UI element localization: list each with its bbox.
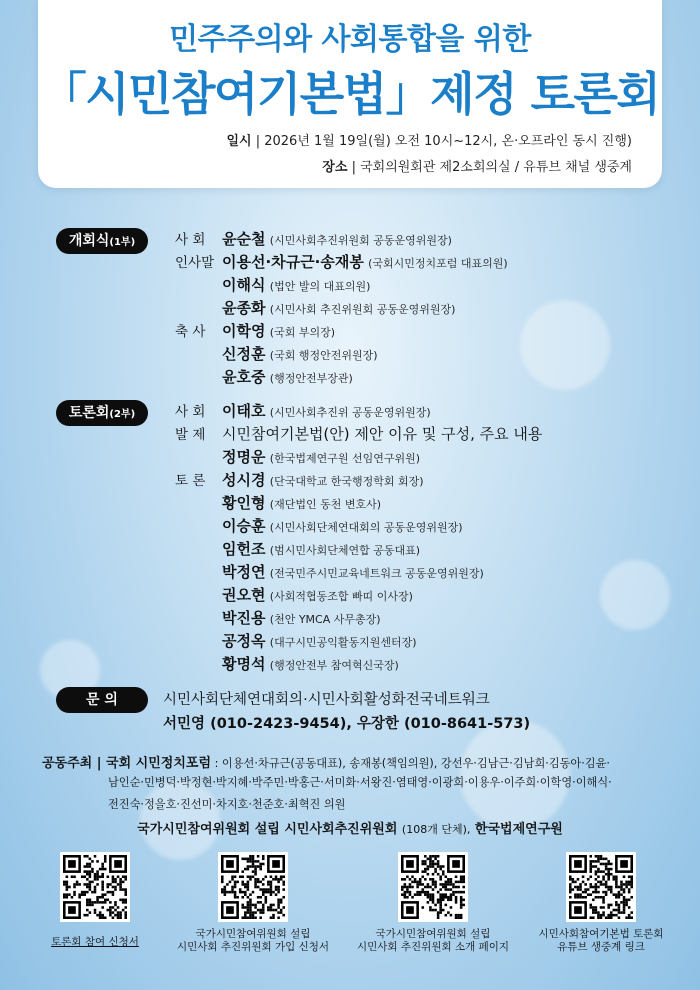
cohost-members-1: : 이용선·차규근(공동대표), 송재봉(책임의원), 강선우·김남근·김남희·김동아·김윤· — [214, 757, 610, 770]
program-entry — [222, 607, 381, 628]
contact-label — [56, 687, 148, 713]
program-person: 윤호중 — [222, 368, 266, 386]
event-place — [322, 156, 632, 175]
part2-label-text: 토론회 — [68, 405, 110, 421]
program-person: 임헌조 — [222, 540, 266, 558]
qr-caption-4 — [526, 928, 676, 954]
program-entry — [222, 561, 484, 582]
qr-block-join[interactable] — [168, 852, 338, 954]
date-label: 일시 — [226, 134, 252, 149]
contact-label-text: 문 의 — [86, 692, 118, 708]
qr-caption-4-line1: 시민사회참여기본법 토론회 — [538, 928, 664, 940]
qr-caption-1-line1: 토론회 참여 신청서 — [51, 936, 139, 948]
qr-caption-3-line2: 시민사회 추진위원회 소개 페이지 — [356, 941, 509, 954]
program-person: 박진용 — [222, 609, 266, 627]
qr-code-icon[interactable] — [60, 852, 130, 922]
event-date — [226, 130, 632, 149]
program-role: 토 론 — [175, 473, 206, 489]
cohost-line-2: 남인순·민병덕·박정현·박지혜·박주민·박홍근·서미화·서왕진·염태영·이광희·이용우·이주희·이학영·이해식· — [108, 776, 612, 789]
program-entry — [222, 630, 417, 651]
program-person: 정명운 — [222, 448, 266, 466]
program-entry — [222, 423, 542, 444]
title-line-1: 민주주의와 사회통합을 위한 — [169, 22, 531, 57]
qr-caption-2-line1: 국가시민참여위원회 설립 — [195, 928, 311, 940]
cohost-label: 공동주최 | 국회 시민정치포럼 — [42, 756, 212, 771]
program-person: 권오현 — [222, 586, 266, 604]
part1-label — [56, 228, 148, 254]
program-affiliation: (범시민사회단체연합 공동대표) — [269, 544, 420, 557]
program-entry — [222, 492, 381, 513]
qr-code-icon[interactable] — [566, 852, 636, 922]
program-affiliation: (전국민주시민교육네트워크 공동운영위원장) — [269, 567, 484, 580]
program-role: 축 사 — [175, 324, 206, 340]
program-role: 사 회 — [175, 404, 206, 420]
bokeh-decoration — [600, 560, 670, 630]
qr-caption-2 — [168, 928, 338, 954]
program-person: 이학영 — [222, 322, 266, 340]
program-affiliation: (단국대학교 한국행정학회 회장) — [269, 475, 424, 488]
qr-code-icon[interactable] — [218, 852, 288, 922]
qr-caption-1[interactable] — [30, 936, 160, 949]
program-person: 이태호 — [222, 402, 266, 420]
program-affiliation: (법안 발의 대표의원) — [269, 280, 371, 293]
program-entry — [222, 584, 413, 605]
program-entry — [222, 343, 378, 364]
qr-caption-4-line2: 유튜브 생중계 링크 — [557, 941, 645, 954]
program-entry — [222, 653, 399, 674]
program-affiliation: (시민사회 추진위원회 공동운영위원장) — [269, 303, 456, 316]
program-affiliation: (시민사회추진위원회 공동운영위원장) — [269, 234, 452, 247]
program-entry — [222, 320, 335, 341]
qr-block-intro[interactable] — [348, 852, 518, 954]
part1-label-sub: (1부) — [109, 237, 136, 248]
program-topic: 시민참여기본법(안) 제안 이유 및 구성, 주요 내용 — [222, 425, 543, 443]
qr-caption-3 — [348, 928, 518, 954]
qr-caption-3-line1: 국가시민참여위원회 설립 — [375, 928, 491, 940]
contact-org: 시민사회단체연대회의·시민사회활성화전국네트워크 — [163, 692, 490, 708]
footer-org-main: 국가시민참여위원회 설립 시민사회추진위원회 — [137, 822, 398, 837]
program-person: 이승훈 — [222, 517, 266, 535]
program-affiliation: (대구시민공익활동지원센터장) — [269, 636, 417, 649]
program-affiliation: (국회 행정안전위원장) — [269, 349, 378, 362]
cohost-line-3: 전진숙·정을호·진선미·차지호·천준호·최혁진 의원 — [108, 798, 346, 811]
part2-label — [56, 400, 148, 426]
program-person: 윤순철 — [222, 230, 266, 248]
footer-org-count: (108개 단체), — [401, 823, 471, 836]
program-person: 박정연 — [222, 563, 266, 581]
program-affiliation: (천안 YMCA 사무총장) — [269, 613, 381, 626]
footer-organizers — [0, 818, 700, 837]
program-affiliation: (행정안전부 참여혁신국장) — [269, 659, 399, 672]
program-role: 인사말 — [175, 255, 215, 271]
bokeh-decoration — [520, 300, 610, 390]
title-line-2: 「시민참여기본법」제정 토론회 — [40, 67, 660, 121]
program-person: 윤종화 — [222, 299, 266, 317]
program-person: 공정옥 — [222, 632, 266, 650]
program-entry — [222, 366, 353, 387]
program-role: 사 회 — [175, 232, 206, 248]
program-entry — [222, 515, 463, 536]
cohost-line-1 — [42, 752, 610, 771]
program-person: 신정훈 — [222, 345, 266, 363]
program-person: 성시경 — [222, 471, 266, 489]
program-role: 발 제 — [175, 427, 206, 443]
program-person: 황명석 — [222, 655, 266, 673]
program-person: 이해식 — [222, 276, 266, 294]
program-affiliation: (사회적협동조합 빠띠 이사장) — [269, 590, 413, 603]
program-affiliation: (한국법제연구원 선임연구위원) — [269, 452, 420, 465]
qr-block-registration[interactable] — [30, 852, 160, 949]
qr-code-icon[interactable] — [398, 852, 468, 922]
program-entry — [222, 446, 420, 467]
program-person: 황인형 — [222, 494, 266, 512]
place-value: | 국회의원회관 제2소회의실 / 유튜브 채널 생중계 — [351, 160, 632, 175]
program-affiliation: (행정안전부장관) — [269, 372, 353, 385]
program-entry — [222, 469, 424, 490]
program-person: 이용선·차규근·송재봉 — [222, 253, 364, 271]
program-entry — [222, 297, 455, 318]
part2-label-sub: (2부) — [109, 409, 136, 420]
date-value: | 2026년 1월 19일(월) 오전 10시~12시, 온·오프라인 동시 진행) — [255, 134, 632, 149]
program-entry — [222, 228, 452, 249]
program-entry — [222, 400, 431, 421]
part1-label-text: 개회식 — [68, 233, 110, 249]
program-entry — [222, 251, 508, 272]
contact-persons: 서민영 (010-2423-9454), 우장한 (010-8641-573) — [163, 716, 531, 732]
program-entry — [222, 274, 370, 295]
place-label: 장소 — [322, 160, 348, 175]
qr-caption-2-line2: 시민사회 추진위원회 가입 신청서 — [176, 941, 329, 954]
program-affiliation: (시민사회단체연대회의 공동운영위원장) — [269, 521, 463, 534]
program-affiliation: (재단법인 동천 변호사) — [269, 498, 381, 511]
qr-block-youtube[interactable] — [526, 852, 676, 954]
program-affiliation: (시민사회추진위 공동운영위원장) — [269, 406, 431, 419]
footer-org-tail: 한국법제연구원 — [474, 822, 563, 837]
program-entry — [222, 538, 420, 559]
program-affiliation: (국회시민정치포럼 대표의원) — [368, 257, 508, 270]
program-affiliation: (국회 부의장) — [269, 326, 335, 339]
header-card — [38, 0, 662, 188]
